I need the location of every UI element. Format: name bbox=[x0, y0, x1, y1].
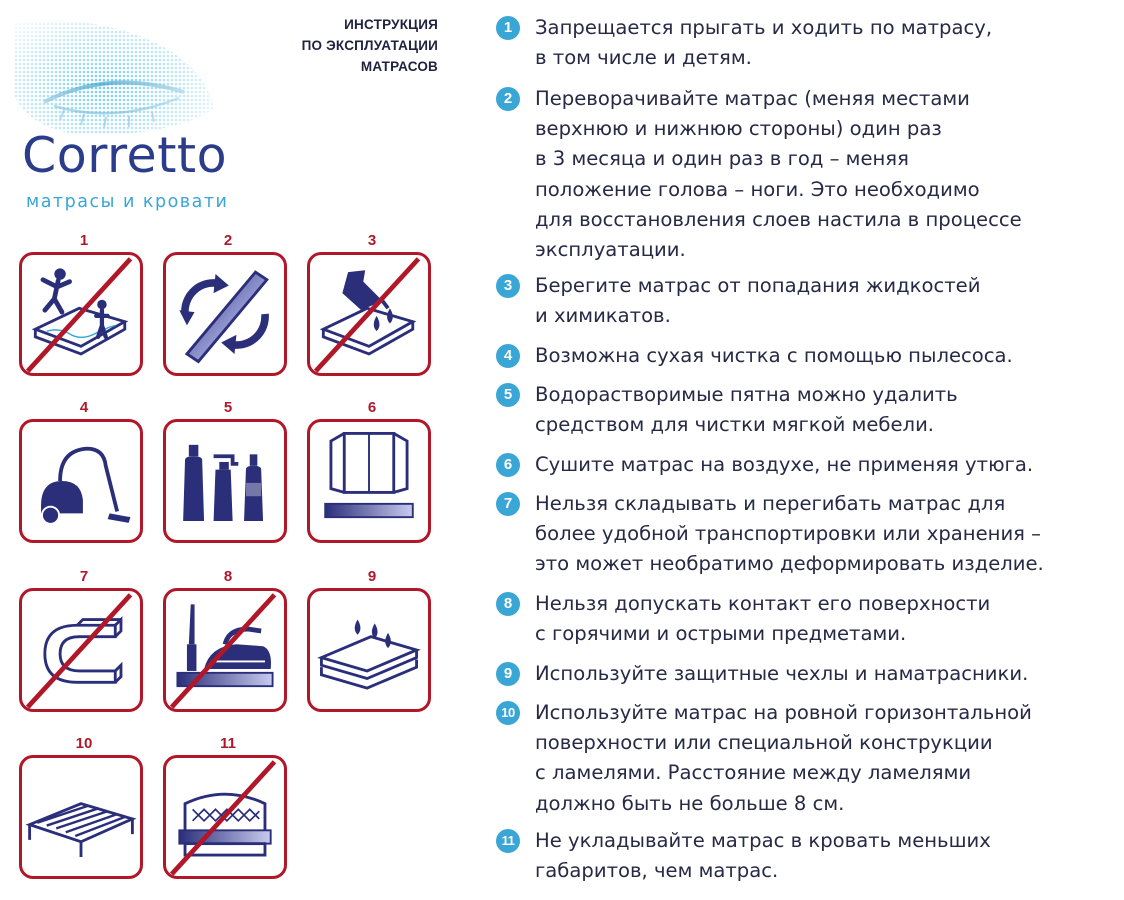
vacuum-cleaner-icon bbox=[19, 419, 143, 543]
flip-mattress-icon bbox=[163, 252, 287, 376]
rule-line: с ламелями. Расстояние между ламелями bbox=[535, 761, 972, 785]
no-hot-sharp-objects-icon bbox=[163, 588, 287, 712]
rule-line: Используйте матрас на ровной горизонтальной bbox=[535, 701, 1032, 724]
rule-line: Водорастворимые пятна можно удалить bbox=[535, 383, 958, 406]
rule-number-badge: 6 bbox=[496, 453, 520, 477]
rule-line: должно быть не больше 8 см. bbox=[535, 791, 845, 815]
rule-text bbox=[535, 589, 1120, 649]
document-title-line: ИНСТРУКЦИЯ bbox=[344, 17, 438, 32]
rule-line: с горячими и острыми предметами. bbox=[535, 622, 907, 646]
pictogram-number: 8 bbox=[223, 568, 233, 585]
rule-line: в 3 месяца и один раз в год – меняя bbox=[535, 147, 909, 171]
rule-text bbox=[535, 489, 1120, 580]
pictogram-number: 11 bbox=[220, 735, 236, 752]
rule-line: Берегите матрас от попадания жидкостей bbox=[535, 274, 981, 297]
rule-line: верхнюю и нижнюю стороны) один раз bbox=[535, 117, 942, 141]
brand-tagline: матрасы и кровати bbox=[26, 192, 229, 212]
rule-number-badge: 8 bbox=[496, 592, 520, 616]
pictogram-number: 9 bbox=[367, 568, 377, 585]
rule-text bbox=[535, 698, 1120, 819]
no-folding-icon bbox=[19, 588, 143, 712]
pictogram-3 bbox=[307, 230, 437, 376]
rule-number-badge: 1 bbox=[496, 16, 520, 40]
brand-logo-name: Corretto bbox=[22, 127, 228, 184]
no-smaller-bed-icon bbox=[163, 755, 287, 879]
rule-text bbox=[535, 450, 1120, 480]
rule-line: положение голова – ноги. Это необходимо bbox=[535, 177, 980, 201]
pictogram-11 bbox=[163, 733, 293, 879]
rule-line: в том числе и детям. bbox=[535, 46, 752, 70]
rule-line: и химикатов. bbox=[535, 304, 671, 328]
rule-text bbox=[535, 826, 1120, 886]
pictogram-number: 2 bbox=[223, 232, 233, 249]
pictogram-9 bbox=[307, 566, 437, 712]
no-jumping-on-mattress-icon bbox=[19, 252, 143, 376]
rule-number-badge: 9 bbox=[496, 662, 520, 686]
rule-line: средством для чистки мягкой мебели. bbox=[535, 413, 935, 437]
pictogram-7 bbox=[19, 566, 149, 712]
rule-text bbox=[535, 341, 1120, 371]
rule-number-badge: 5 bbox=[496, 383, 520, 407]
rule-line: Не укладывайте матрас в кровать меньших bbox=[535, 829, 991, 852]
rule-number-badge: 7 bbox=[496, 492, 520, 516]
rule-line: поверхности или специальной конструкции bbox=[535, 731, 993, 755]
air-dry-window-icon bbox=[307, 419, 431, 543]
rule-line: это может необратимо деформировать изделие. bbox=[535, 552, 1044, 576]
pictogram-4 bbox=[19, 397, 149, 543]
rule-number-badge: 11 bbox=[496, 829, 520, 853]
pictogram-5 bbox=[163, 397, 293, 543]
pictogram-number: 10 bbox=[75, 735, 93, 752]
rule-line: Запрещается прыгать и ходить по матрасу, bbox=[535, 16, 993, 39]
pictogram-number: 5 bbox=[223, 399, 233, 416]
rule-number-badge: 10 bbox=[496, 701, 520, 725]
rule-line: габаритов, чем матрас. bbox=[535, 859, 779, 883]
rule-line: Нельзя складывать и перегибать матрас для bbox=[535, 492, 1006, 515]
rule-line: для восстановления слоев настила в процессе bbox=[535, 207, 1022, 231]
rule-line: Сушите матрас на воздухе, не применяя утюга. bbox=[535, 453, 1034, 476]
rule-line: Возможна сухая чистка с помощью пылесоса. bbox=[535, 344, 1013, 367]
no-liquids-icon bbox=[307, 252, 431, 376]
pictogram-2 bbox=[163, 230, 293, 376]
protective-cover-icon bbox=[307, 588, 431, 712]
rule-number-badge: 2 bbox=[496, 87, 520, 111]
rule-line: Нельзя допускать контакт его поверхности bbox=[535, 592, 991, 615]
pictogram-number: 6 bbox=[367, 399, 377, 416]
cleaning-products-icon bbox=[163, 419, 287, 543]
document-title-line: ПО ЭКСПЛУАТАЦИИ bbox=[301, 38, 438, 53]
rule-text bbox=[535, 659, 1120, 689]
pictogram-number: 7 bbox=[79, 568, 89, 585]
pictogram-1 bbox=[19, 230, 149, 376]
rule-number-badge: 3 bbox=[496, 274, 520, 298]
pictogram-number: 3 bbox=[367, 232, 377, 249]
pictogram-8 bbox=[163, 566, 293, 712]
document-title bbox=[232, 14, 438, 77]
rule-line: Переворачивайте матрас (меняя местами bbox=[535, 87, 970, 110]
pictogram-number: 1 bbox=[79, 232, 89, 249]
slatted-base-icon bbox=[19, 755, 143, 879]
rule-text bbox=[535, 380, 1120, 440]
rule-number-badge: 4 bbox=[496, 344, 520, 368]
rule-text bbox=[535, 271, 1120, 331]
pictogram-number: 4 bbox=[79, 399, 89, 416]
pictogram-6 bbox=[307, 397, 437, 543]
rule-text bbox=[535, 84, 1120, 265]
rule-line: Используйте защитные чехлы и наматрасники. bbox=[535, 662, 1029, 685]
rule-line: эксплуатации. bbox=[535, 238, 686, 262]
rule-text bbox=[535, 13, 1120, 73]
rule-line: более удобной транспортировки или хранения – bbox=[535, 522, 1041, 546]
pictogram-10 bbox=[19, 733, 149, 879]
document-title-line: МАТРАСОВ bbox=[360, 59, 438, 74]
